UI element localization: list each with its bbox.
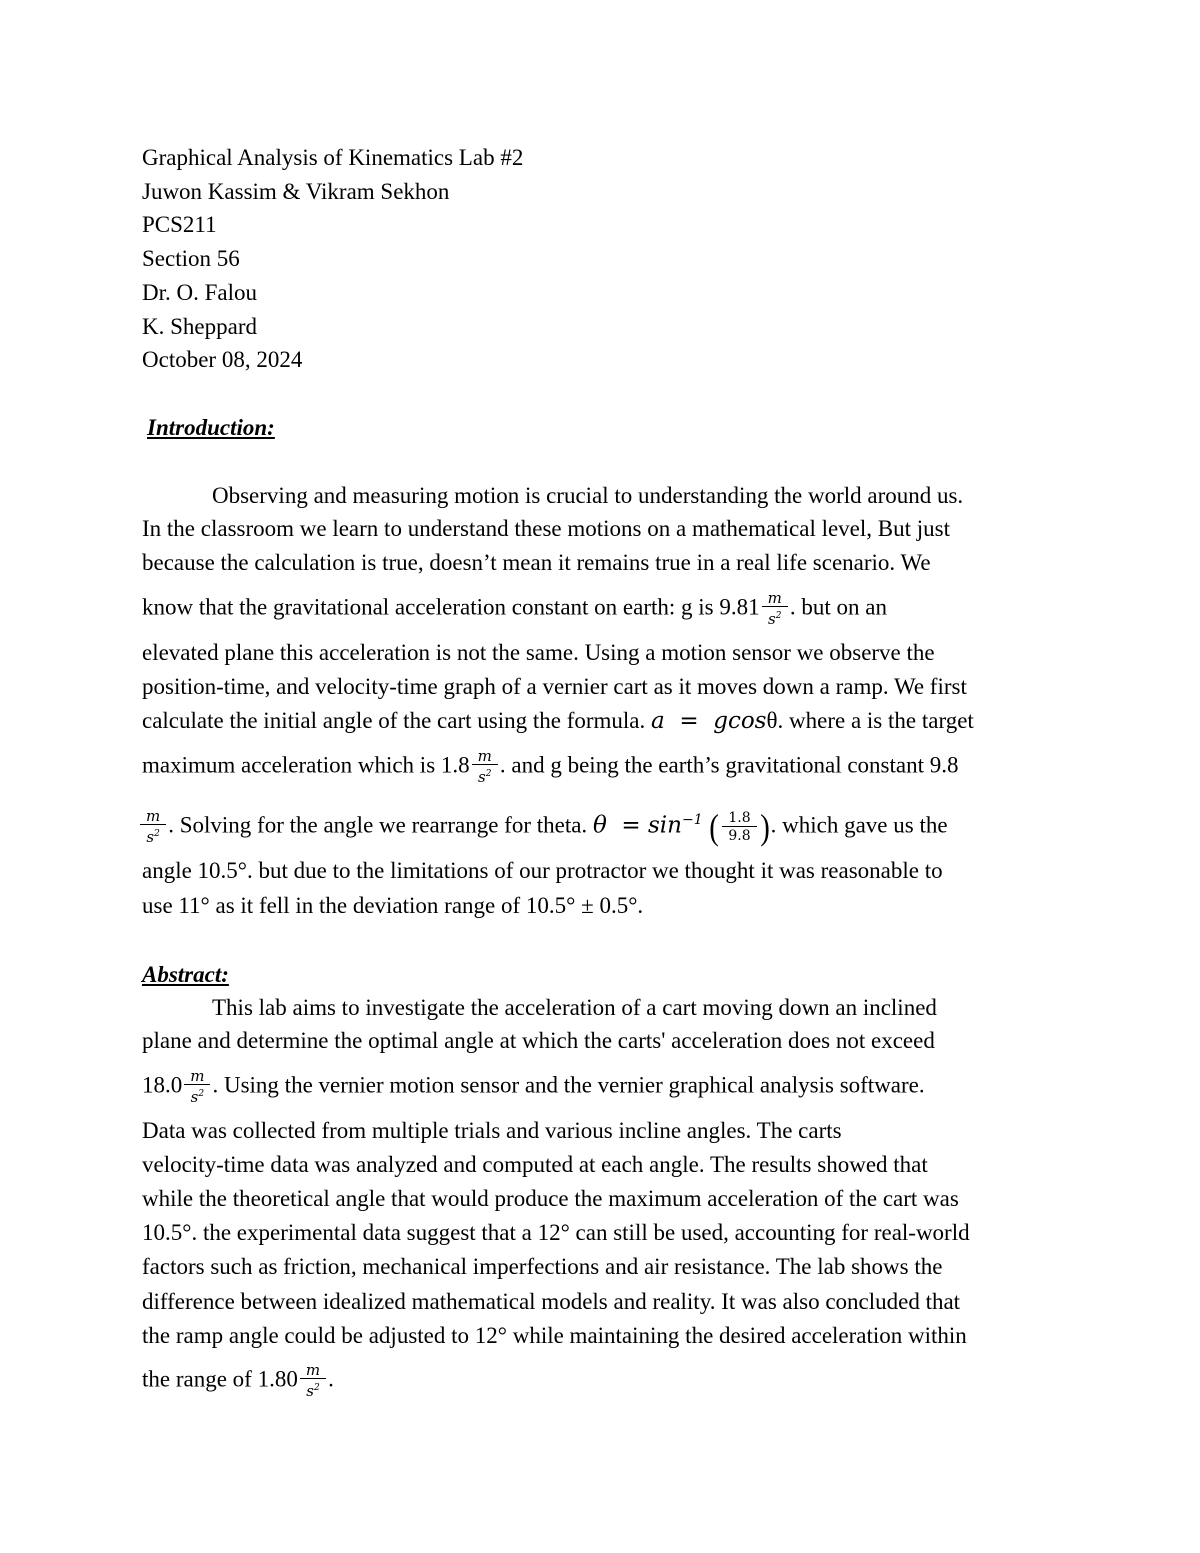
- abstract-line-11-text: the range of 1.80: [142, 1366, 298, 1392]
- intro-line-5: elevated plane this acceleration is not the same. Using a motion sensor we observe the: [142, 640, 935, 665]
- abstract-line-8: factors such as friction, mechanical imperfections and air resistance. The lab shows the: [142, 1254, 943, 1279]
- abstract-line-3: [142, 1068, 925, 1106]
- report-date: October 08, 2024: [142, 347, 303, 372]
- course-code: PCS211: [142, 212, 217, 237]
- unit-fraction: $\frac{m}{s^2}$: [140, 808, 166, 846]
- abstract-line-1: This lab aims to investigate the acceleration of a cart moving down an inclined: [212, 995, 937, 1020]
- inverse-exponent: −1: [681, 812, 703, 828]
- unit-fraction: $\frac{m}{s^2}$: [472, 748, 498, 786]
- abstract-heading: Abstract:: [142, 962, 229, 987]
- ta-name: K. Sheppard: [142, 314, 257, 339]
- intro-line-11: use 11° as it fell in the deviation range of 10.5° ± 0.5°.: [142, 893, 644, 918]
- abstract-line-11: [142, 1362, 334, 1400]
- introduction-heading: Introduction:: [147, 415, 275, 440]
- left-paren: (: [709, 807, 720, 848]
- intro-line-4-tail: . but on an: [789, 594, 887, 620]
- abstract-line-3-text: . Using the vernier motion sensor and the vernier graphical analysis software.: [212, 1072, 925, 1098]
- intro-line-9-text: . Solving for the angle we rearrange for theta.: [168, 812, 588, 838]
- unit-fraction: $\frac{m}{s^2}$: [762, 590, 788, 628]
- abstract-line-6: while the theoretical angle that would produce the maximum acceleration of the cart was: [142, 1186, 959, 1211]
- instructor-name: Dr. O. Falou: [142, 280, 257, 305]
- abstract-line-3-value: 18.0: [142, 1072, 183, 1098]
- intro-line-6: position-time, and velocity-time graph of a vernier cart as it moves down a ramp. We first: [142, 674, 967, 699]
- intro-line-9-tail: . which gave us the: [770, 812, 948, 838]
- formula-acceleration: a = gcos: [651, 708, 767, 734]
- intro-line-7-tail: . where a is the target: [777, 708, 974, 733]
- section-number: Section 56: [142, 246, 240, 271]
- intro-line-8-tail: . and g being the earth’s gravitational constant 9.8: [499, 752, 959, 778]
- intro-line-3: because the calculation is true, doesn’t mean it remains true in a real life scenario. We: [142, 550, 931, 575]
- intro-line-8: [142, 748, 959, 786]
- report-authors: Juwon Kassim & Vikram Sekhon: [142, 179, 450, 204]
- intro-line-9: [138, 806, 948, 846]
- intro-line-4: [142, 590, 887, 628]
- intro-line-7: [142, 707, 974, 735]
- theta-symbol: θ: [766, 708, 778, 733]
- intro-line-10: angle 10.5°. but due to the limitations of our protractor we thought it was reasonable to: [142, 858, 943, 883]
- ratio-fraction: $\frac{1.8}{9.8}$: [722, 810, 756, 845]
- intro-line-4-text: know that the gravitational acceleration constant on earth: g is 9.81: [142, 594, 760, 620]
- abstract-line-9: difference between idealized mathematical models and reality. It was also concluded that: [142, 1289, 961, 1314]
- abstract-line-10: the ramp angle could be adjusted to 12° while maintaining the desired acceleration within: [142, 1323, 967, 1348]
- unit-fraction: $\frac{m}{s^2}$: [300, 1362, 326, 1400]
- intro-line-8-text: maximum acceleration which is 1.8: [142, 752, 470, 778]
- intro-line-1: Observing and measuring motion is crucial to understanding the world around us.: [212, 483, 964, 508]
- right-paren: ): [759, 807, 770, 848]
- abstract-line-4: Data was collected from multiple trials and various incline angles. The carts: [142, 1118, 842, 1143]
- formula-theta: θ = sin: [592, 812, 682, 839]
- intro-line-2: In the classroom we learn to understand these motions on a mathematical level, But just: [142, 516, 950, 541]
- intro-line-7-text: calculate the initial angle of the cart using the formula.: [142, 708, 646, 733]
- unit-fraction: $\frac{m}{s^2}$: [184, 1068, 210, 1106]
- report-title: Graphical Analysis of Kinematics Lab #2: [142, 145, 524, 170]
- abstract-line-5: velocity-time data was analyzed and computed at each angle. The results showed that: [142, 1152, 928, 1177]
- abstract-line-2: plane and determine the optimal angle at which the carts' acceleration does not exceed: [142, 1028, 935, 1053]
- abstract-line-7: 10.5°. the experimental data suggest that a 12° can still be used, accounting for real-world: [142, 1220, 970, 1245]
- abstract-line-11-tail: .: [328, 1366, 334, 1392]
